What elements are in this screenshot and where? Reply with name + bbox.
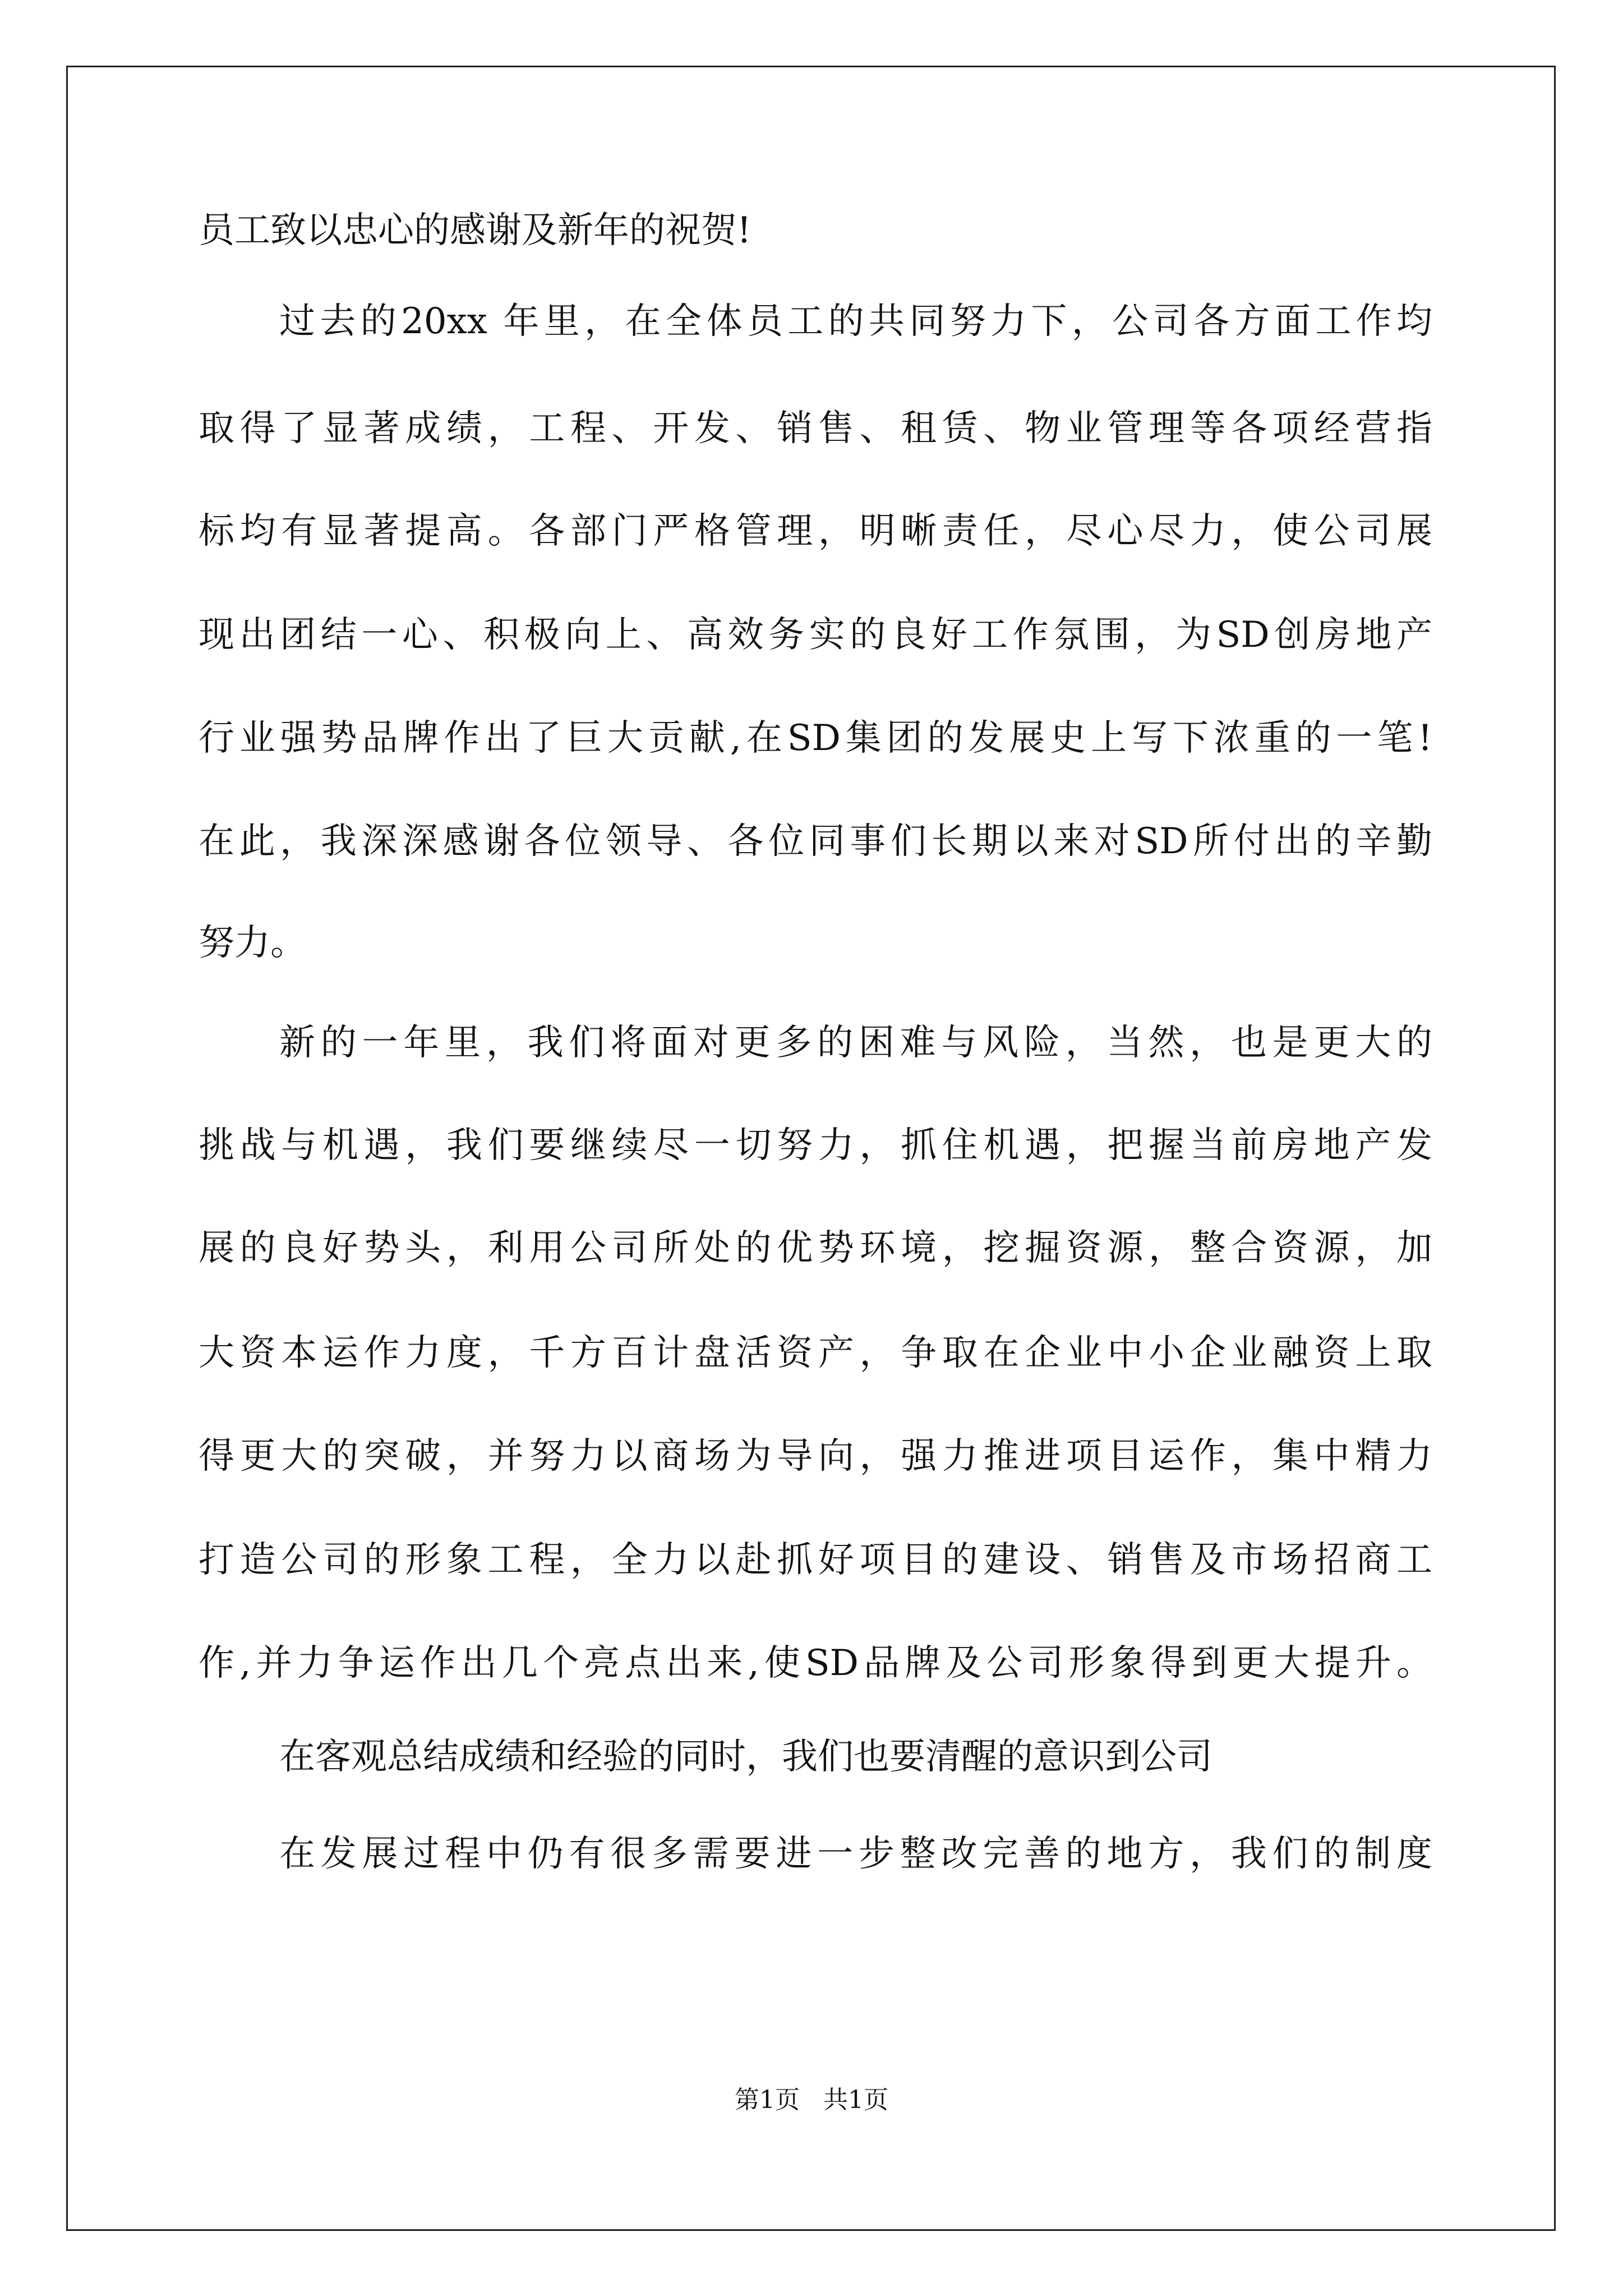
text-line: 得更大的突破，并努力以商场为导向，强力推进项目运作，集中精力	[199, 1435, 1432, 1477]
page-footer: 第1页 共1页	[735, 2086, 888, 2114]
text-line: 展的良好势头，利用公司所处的优势环境，挖掘资源，整合资源，加	[199, 1227, 1432, 1269]
text-line: 取得了显著成绩，工程、开发、销售、租赁、物业管理等各项经营指	[199, 408, 1432, 449]
text-line: 努力。	[199, 922, 306, 964]
text-line: 过去的20xx 年里，在全体员工的共同努力下，公司各方面工作均	[279, 301, 1432, 342]
text-line: 新的一年里，我们将面对更多的困难与风险，当然，也是更大的	[279, 1022, 1432, 1064]
text-line: 在此，我深深感谢各位领导、各位同事们长期以来对SD所付出的辛勤	[199, 821, 1432, 862]
text-line: 行业强势品牌作出了巨大贡献,在SD集团的发展史上写下浓重的一笔!	[199, 717, 1432, 759]
text-line: 标均有显著提高。各部门严格管理，明晰责任，尽心尽力，使公司展	[199, 510, 1432, 552]
text-line: 挑战与机遇，我们要继续尽一切努力，抓住机遇，把握当前房地产发	[199, 1125, 1432, 1166]
text-line: 作,并力争运作出几个亮点出来,使SD品牌及公司形象得到更大提升。	[199, 1642, 1432, 1684]
text-line: 在发展过程中仍有很多需要进一步整改完善的地方，我们的制度	[279, 1833, 1432, 1875]
text-line: 员工致以忠心的感谢及新年的祝贺!	[199, 210, 751, 251]
text-line: 大资本运作力度，千方百计盘活资产，争取在企业中小企业融资上取	[199, 1332, 1432, 1374]
text-line: 在客观总结成绩和经验的同时，我们也要清醒的意识到公司	[279, 1736, 1212, 1778]
text-line: 现出团结一心、积极向上、高效务实的良好工作氛围，为SD创房地产	[199, 614, 1432, 656]
text-line: 打造公司的形象工程，全力以赴抓好项目的建设、销售及市场招商工	[199, 1539, 1432, 1581]
